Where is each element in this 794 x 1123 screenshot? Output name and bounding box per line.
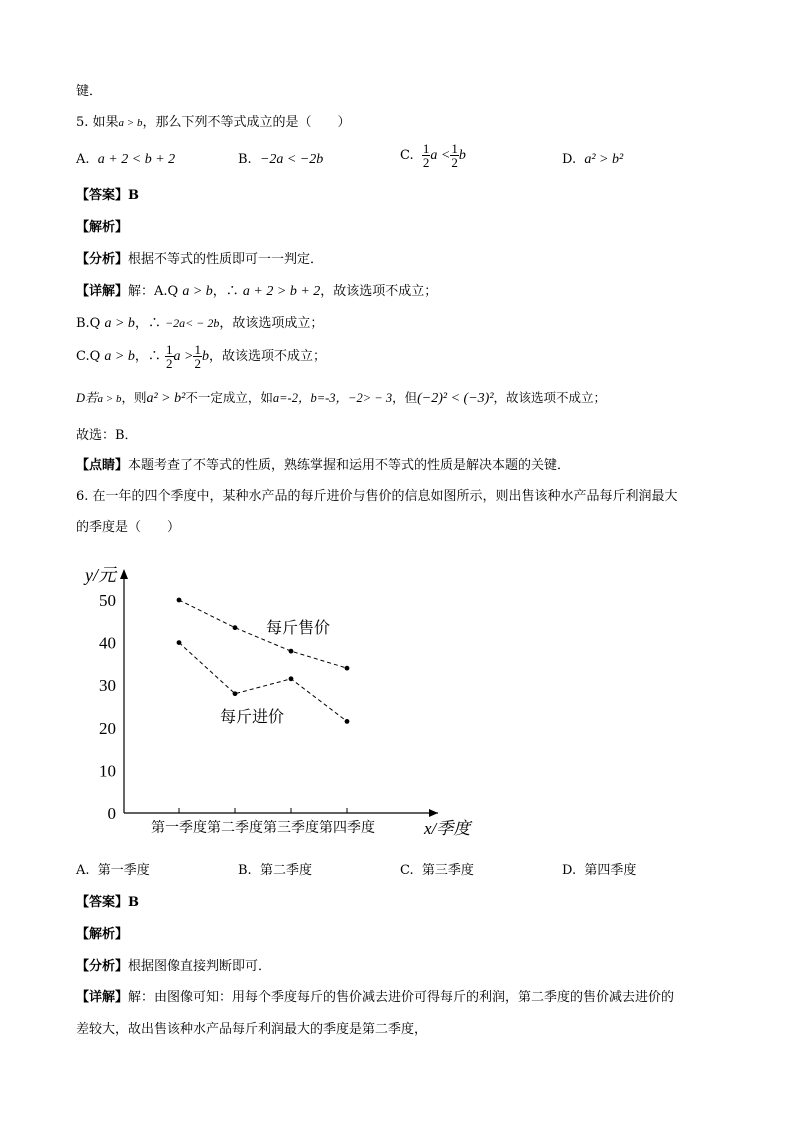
x-tick-label: 第二季度 — [207, 820, 263, 836]
y-axis-arrow — [120, 569, 128, 579]
q6-stem-line1: 6. 在一年的四个季度中，某种水产品的每斤进价与售价的信息如图所示，则出售该种水产品每斤利润最大 — [76, 489, 678, 504]
series-label-cost-price: 每斤进价 — [220, 707, 285, 726]
data-point — [345, 666, 350, 671]
q6-fenxi: 【分析】根据图像直接判断即可． — [76, 959, 272, 974]
q6-xiangjie-line1: 【详解】解：由图像可知：用每个季度每斤的售价减去进价可得每斤的利润，第二季度的售价减去进价的 — [76, 990, 675, 1005]
q5-xiangjie-c: C.Q a > b，∴ $\frac{1}{2}$ a > $\frac{1}{2}$ b，故该选项不成立； — [76, 342, 326, 371]
fraction: $\frac{1}{2}$ — [194, 342, 201, 371]
data-point — [345, 719, 350, 724]
q5-fenxi: 【分析】根据不等式的性质即可一一判定． — [76, 252, 324, 267]
fraction: $\frac{1}{2}$ — [451, 141, 458, 170]
q5-answer: 【答案】B — [76, 188, 139, 203]
q5-xiangjie-d: D若a > b，则a² > b²不一定成立，如a=-2，b=-3，−2> − 3，但(−2)² < (−3)²，故该选项不成立； — [76, 390, 607, 406]
q6-analysis-head: 【解析】 — [76, 927, 129, 942]
x-axis-arrow — [429, 809, 438, 817]
q6-answer: 【答案】B — [76, 895, 139, 910]
y-tick-label: 50 — [99, 591, 116, 610]
fraction: $\frac{1}{2}$ — [422, 141, 430, 170]
y-tick-label: 10 — [99, 761, 116, 781]
q5-dianjing: 【点睛】本题考查了不等式的性质，熟练掌握和运用不等式的性质是解决本题的关键． — [76, 458, 571, 473]
y-tick-label: 20 — [99, 718, 116, 738]
chart-axes — [120, 569, 438, 817]
y-tick-label: 0 — [107, 804, 116, 823]
y-tick-label: 30 — [99, 676, 116, 696]
data-point — [177, 598, 182, 603]
q6-option-a: A. 第一季度 — [76, 863, 150, 878]
q6-xiangjie-line2: 差较大，故出售该种水产品每斤利润最大的季度是第二季度， — [76, 1022, 428, 1037]
top-fragment: 键． — [76, 84, 103, 99]
q5-option-d: D. a² > b² — [562, 152, 624, 167]
q5-analysis-head: 【解析】 — [76, 220, 129, 235]
chart-series — [177, 598, 350, 724]
x-tick-label: 第四季度 — [319, 820, 375, 836]
q5-option-a: A. a + 2 < b + 2 — [76, 152, 176, 167]
series-label-sale-price: 每斤售价 — [266, 618, 331, 637]
data-point — [289, 676, 294, 681]
q5-choose: 故选：B． — [76, 428, 138, 443]
y-axis-label: y/元 — [85, 565, 116, 585]
q5-stem: 5. 如果a > b，那么下列不等式成立的是（ ） — [76, 115, 351, 130]
q6-stem-line2: 的季度是（ ） — [76, 520, 181, 535]
x-tick-label: 第三季度 — [263, 820, 319, 836]
q6-option-c: C. 第三季度 — [400, 863, 474, 878]
y-tick-label: 40 — [99, 633, 116, 653]
line-chart — [70, 555, 490, 845]
q6-option-d: D. 第四季度 — [562, 863, 637, 878]
x-tick-label: 第一季度 — [151, 820, 207, 836]
q5-option-c: C. $\frac{1}{2}$ a < $\frac{1}{2}$ b — [400, 141, 466, 170]
data-point — [233, 625, 238, 630]
q5-xiangjie-a: 【详解】解：A.Q a > b，∴ a + 2 > b + 2，故该选项不成立； — [76, 284, 438, 299]
data-point — [289, 649, 294, 654]
fraction: $\frac{1}{2}$ — [166, 342, 173, 371]
x-axis-label: x/季度 — [424, 819, 471, 838]
q5-xiangjie-b: B.Q a > b，∴ −2a< − 2b，故该选项成立； — [76, 316, 324, 331]
q6-option-b: B. 第二季度 — [238, 863, 312, 878]
q5-option-b: B. −2a < −2b — [238, 152, 324, 167]
data-point — [177, 640, 182, 645]
data-point — [233, 691, 238, 696]
